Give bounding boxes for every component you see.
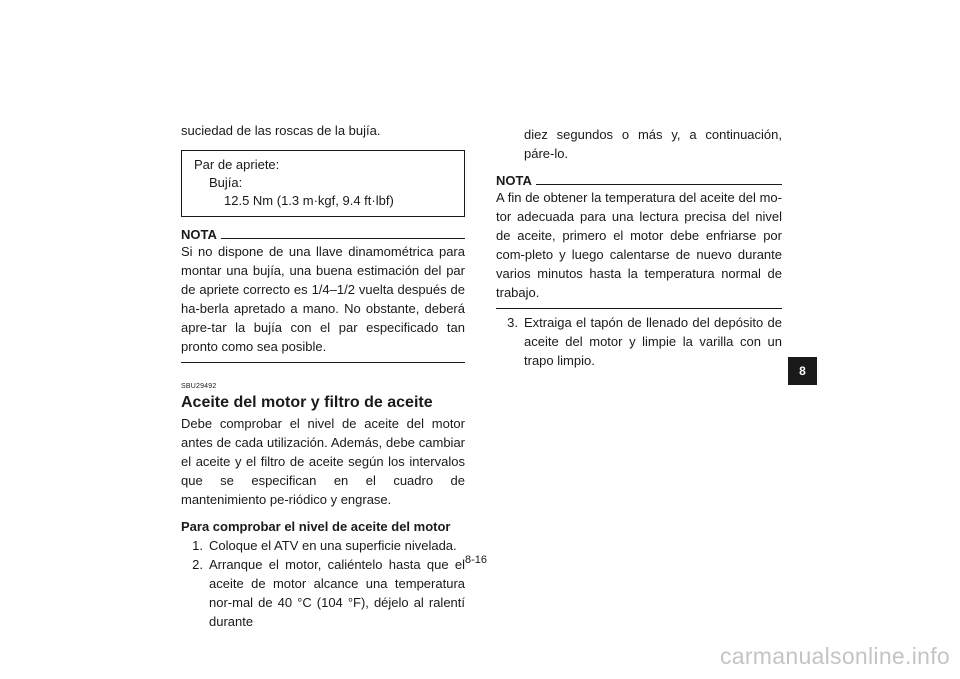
nota-2-header — [496, 173, 782, 188]
watermark: carmanualsonline.info — [719, 643, 950, 669]
spec-line-value: 12.5 Nm (1.3 m·kgf, 9.4 ft·lbf) — [224, 193, 394, 208]
torque-spec-box — [181, 150, 465, 217]
nota-1-header — [181, 227, 465, 242]
step-1-number: 1. — [192, 538, 203, 553]
step-3-text: Extraiga el tapón de llenado del depósito de aceite del motor y limpie la varilla con un trapo limpio. — [524, 315, 782, 368]
step-2-continued: diez segundos o más y, a continuación, páre-lo. — [524, 127, 782, 161]
spec-line-torque: Par de apriete: — [194, 157, 280, 172]
page-number: 8-16 — [465, 554, 488, 566]
section-code: SBU29492 — [181, 383, 217, 390]
nota-2-text: A fin de obtener la temperatura del aceite del mo-tor adecuada para una lectura precisa del nivel de aceite, primero el motor debe enfriarse por com-pleto y luego calentarse de nuevo durante varios minutos hasta la temperatura normal de trabajo. — [496, 190, 782, 300]
step-1-text: Coloque el ATV en una superficie nivelada. — [209, 538, 457, 553]
nota-1-end-rule — [181, 362, 465, 363]
step-2 — [181, 555, 465, 631]
left-column — [181, 121, 465, 631]
intro-text: suciedad de las roscas de la bujía. — [181, 123, 381, 138]
nota-2-end-rule — [496, 308, 782, 309]
right-column — [496, 125, 782, 370]
chapter-tab: 8 — [788, 357, 817, 385]
nota-2-label: NOTA — [496, 173, 532, 188]
subheading: Para comprobar el nivel de aceite del motor — [181, 519, 451, 534]
section-body: Debe comprobar el nivel de aceite del motor antes de cada utilización. Además, debe cambiar el aceite y el filtro de aceite según los intervalos que se especifican en el cuadro de mantenimiento pe-riódico y engrase. — [181, 416, 465, 507]
step-3 — [496, 313, 782, 370]
nota-1-rule — [221, 238, 465, 239]
step-1 — [181, 536, 465, 555]
spec-line-spark-plug: Bujía: — [209, 175, 243, 190]
section-title: Aceite del motor y filtro de aceite — [181, 394, 433, 411]
nota-1-text: Si no dispone de una llave dinamométrica para montar una bujía, una buena estimación del par de apriete correcto es 1/4–1/2 vuelta después de ha-berla apretado a mano. No obstante, deberá apre-tar la bujía con el par especificado tan pronto como sea posible. — [181, 244, 465, 354]
nota-2-rule — [536, 184, 782, 185]
step-2-number: 2. — [192, 557, 203, 572]
nota-1-label: NOTA — [181, 227, 217, 242]
step-3-number: 3. — [507, 315, 518, 330]
step-2-text: Arranque el motor, caliéntelo hasta que el aceite de motor alcance una temperatura nor-mal de 40 °C (104 °F), déjelo al ralentí durante — [209, 557, 465, 629]
